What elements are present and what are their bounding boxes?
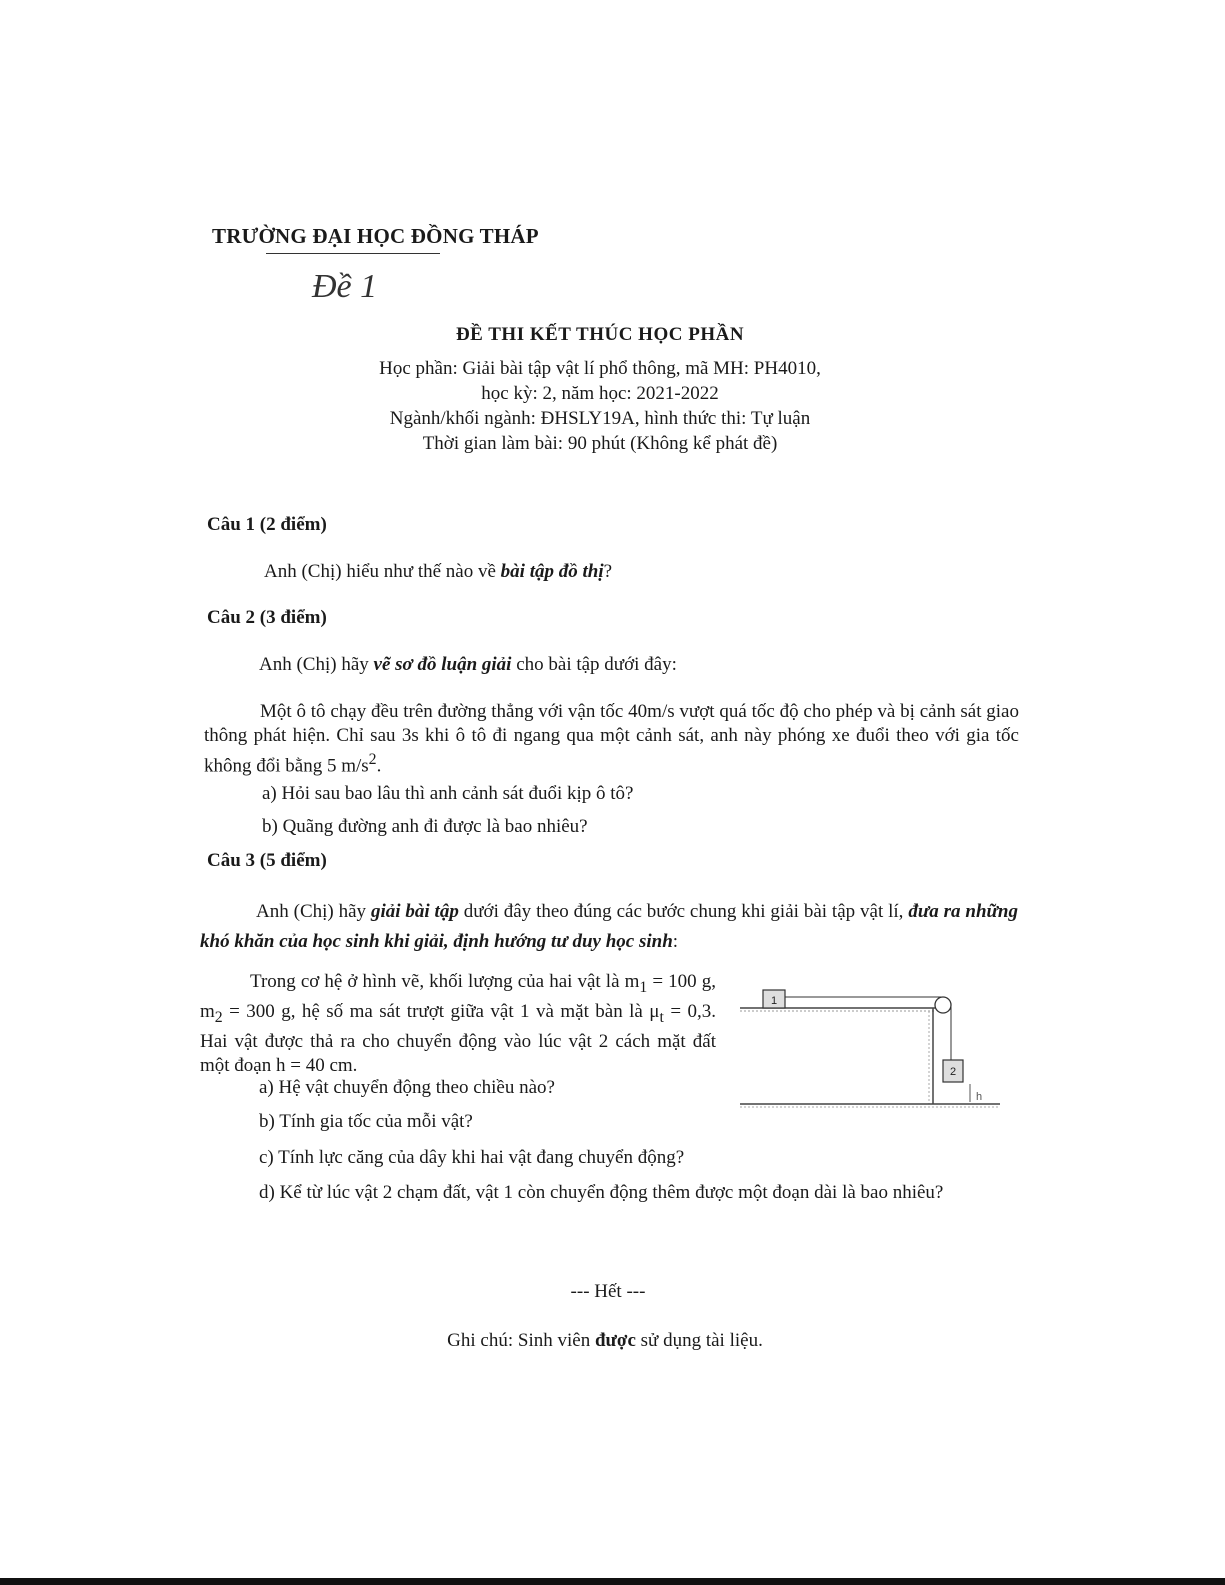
q1-emphasis: bài tập đồ thị [500,561,604,582]
question-1-text [264,561,612,583]
q3-problem-4: = 0,3. Hai vật được thả ra cho chuyển động vào lúc vật 2 cách mặt đất một đoạn h = 40 cm. [200,1000,716,1076]
q3-intro-2: dưới đây theo đúng các bước chung khi giải bài tập vật lí, [458,901,909,922]
height-label: h [976,1091,983,1103]
q3-intro-emphasis-1: giải bài tập [370,901,459,922]
q2-intro-after: cho bài tập dưới đây: [511,654,677,675]
handwritten-exam-number: Đề 1 [312,268,378,305]
program-info: Ngành/khối ngành: ĐHSLY19A, hình thức thi: Tự luận [389,408,811,429]
q3-intro-1: Anh (Chị) hãy [256,901,371,922]
footer-note-before: Ghi chú: Sinh viên [447,1330,595,1351]
q3-sub-1: 1 [639,978,648,996]
pulley [935,997,951,1013]
q2-problem-text: Một ô tô chạy đều trên đường thẳng với vận tốc 40m/s vượt quá tốc độ cho phép và bị cảnh sát giao thông phát hiện. Chỉ sau 3s khi ô tô đi ngang qua một cảnh sát, anh này phóng xe đuổi theo với gia tốc không đổi bằng 5 m/s [204,701,1019,777]
semester-info: học kỳ: 2, năm học: 2021-2022 [481,383,719,404]
q3-sub-2: 2 [214,1008,223,1026]
q2-intro-emphasis: vẽ sơ đồ luận giải [373,654,512,675]
block-2-label: 2 [949,1066,957,1078]
q3-intro-3: : [672,931,679,952]
q2-problem-sup: 2 [368,751,377,768]
question-3-heading: Câu 3 (5 điểm) [207,850,327,871]
question-3-part-a: a) Hệ vật chuyển động theo chiều nào? [259,1077,555,1098]
school-name: TRƯỜNG ĐẠI HỌC ĐỒNG THÁP [212,224,539,248]
question-3-part-d: d) Kể từ lúc vật 2 chạm đất, vật 1 còn chuyển động thêm được một đoạn dài là bao nhiêu? [259,1182,944,1203]
q3-problem-3: = 300 g, hệ số ma sát trượt giữa vật 1 và mặt bàn là μ [222,1000,660,1022]
q2-problem-end: . [376,755,382,777]
q3-problem-2: = 100 g, m [200,971,716,1022]
end-mark: --- Hết --- [570,1281,646,1302]
question-2-intro [259,654,677,676]
footer-note [305,1330,905,1352]
course-info: Học phần: Giải bài tập vật lí phổ thông, mã MH: PH4010, [379,358,821,379]
q3-sub-3: t [659,1008,664,1026]
q1-text-after: ? [603,561,613,582]
ground-line [740,1104,1000,1107]
scan-bottom-edge [0,1578,1225,1585]
question-2-heading: Câu 2 (3 điểm) [207,607,327,628]
school-underline [266,253,440,254]
q3-problem-1: Trong cơ hệ ở hình vẽ, khối lượng của hai vật là m [250,971,640,992]
footer-note-after: sử dụng tài liệu. [635,1330,763,1351]
q1-text-before: Anh (Chị) hiểu như thế nào về [264,561,501,582]
table-leg [929,1008,933,1104]
question-3-problem [200,970,716,1078]
pulley-system-figure [735,980,1005,1115]
question-3-part-c: c) Tính lực căng của dây khi hai vật đang chuyển động? [259,1147,685,1168]
block-1-label: 1 [770,995,778,1007]
question-2-part-a: a) Hỏi sau bao lâu thì anh cảnh sát đuổi kịp ô tô? [262,783,634,804]
footer-note-bold: được [594,1330,636,1351]
question-3-intro [200,897,1018,957]
duration-info: Thời gian làm bài: 90 phút (Không kể phát đề) [422,433,778,454]
q2-intro-before: Anh (Chị) hãy [259,654,374,675]
q3-intro-emphasis-2: đưa ra những khó khăn của học sinh khi giải, định hướng tư duy học sinh [200,901,1018,952]
question-1-heading: Câu 1 (2 điểm) [207,514,327,535]
question-3-part-b: b) Tính gia tốc của mỗi vật? [259,1111,473,1132]
exam-title: ĐỀ THI KẾT THÚC HỌC PHẦN [455,324,745,345]
question-2-problem [204,700,1019,778]
question-2-part-b: b) Quãng đường anh đi được là bao nhiêu? [262,816,588,837]
